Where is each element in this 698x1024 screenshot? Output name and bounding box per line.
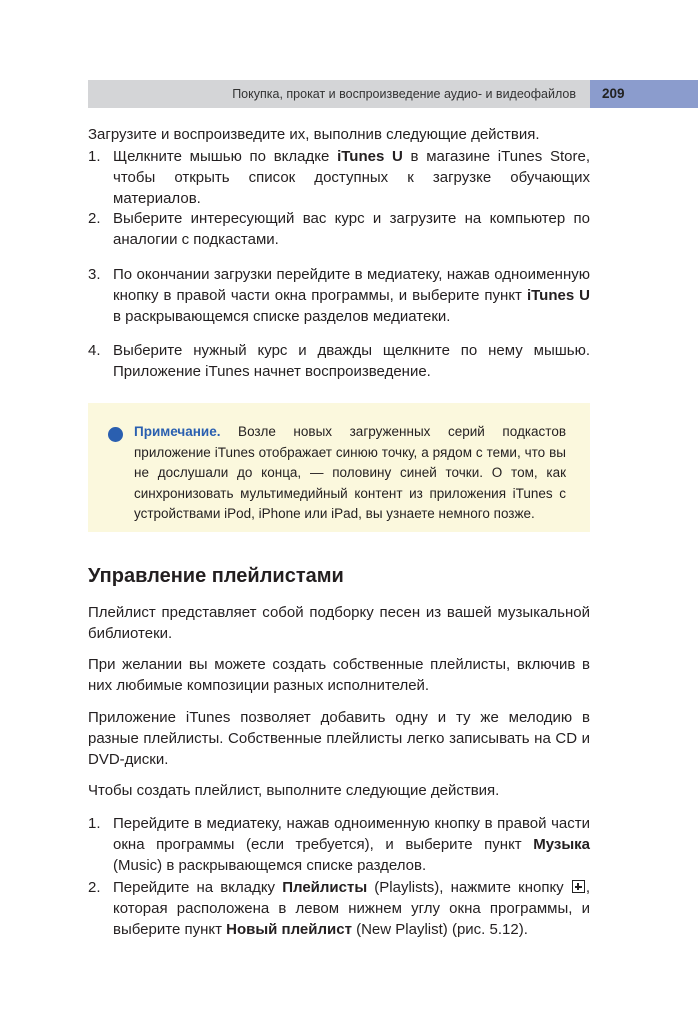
text: (New Playlist) (рис. 5.12). [351,921,528,938]
text: в магазине iTunes Store, чтобы открыть список доступных к загрузке обучающих материалов. [113,148,590,207]
list-item [88,146,590,209]
text: в раскрывающемся списке разделов медиатеки. [113,308,451,325]
item-number: 2. [88,879,101,896]
bold-term: Новый плейлист [226,921,352,938]
note-text: Возле новых загруженных серий подкастов приложение iTunes отображает синюю точку, а рядом с теми, что вы не дослушали до конца, — половину синей точки. О том, как синхронизовать мультимедийный контент из приложения iTunes с устройствами iPod, iPhone или iPad, вы узнаете немного позже. [134,424,566,521]
section-heading: Управление плейлистами [88,565,344,587]
item-number: 1. [88,815,101,832]
running-title: Покупка, прокат и воспроизведение аудио- и видеофайлов [232,87,576,101]
add-plus-icon [572,880,585,893]
item-number: 3. [88,266,101,283]
page-number: 209 [602,86,625,101]
text: Выберите нужный курс и дважды щелкните по нему мышью. Приложение iTunes начнет воспроизведение. [113,342,590,380]
text: Перейдите в медиатеку, нажав одноименную кнопку в правой части окна программы (если требуется), и выберите пункт [113,815,590,853]
item-number: 4. [88,342,101,359]
note-label: Примечание. [134,424,221,439]
blue-dot-icon [108,427,123,442]
text: Выберите интересующий вас курс и загрузите на компьютер по аналогии с подкастами. [113,210,590,248]
running-header [88,80,590,108]
list-item [88,264,590,327]
paragraph: Плейлист представляет собой подборку песен из вашей музыкальной библиотеки. [88,604,590,642]
paragraph: Приложение iTunes позволяет добавить одну и ту же мелодию в разные плейлисты. Собственные плейлисты легко записывать на CD и DVD-диски. [88,709,590,768]
text: По окончании загрузки перейдите в медиатеку, нажав одноименную кнопку в правой части окна программы, и выберите пункт [113,266,590,304]
item-number: 2. [88,210,101,227]
item-number: 1. [88,148,101,165]
text: , которая расположена в левом нижнем углу окна программы, и выберите пункт [113,879,590,938]
list-item [88,813,590,876]
paragraph: Чтобы создать плейлист, выполните следующие действия. [88,782,500,799]
text: (Playlists), нажмите кнопку [367,879,571,896]
list-item [88,340,590,382]
list-item [88,877,590,940]
bold-term: iTunes U [337,148,403,165]
bold-term: Плейлисты [282,879,368,896]
bold-term: iTunes U [526,287,590,304]
note-box [88,403,590,532]
paragraph: При желании вы можете создать собственные плейлисты, включив в них любимые композиции разных исполнителей. [88,656,590,694]
page-number-tab [590,80,698,108]
text: (Music) в раскрывающемся списке разделов. [113,857,427,874]
intro-paragraph: Загрузите и воспроизведите их, выполнив следующие действия. [88,126,540,143]
text: Перейдите на вкладку [113,879,283,896]
text: Щелкните мышью по вкладке [113,148,338,165]
bold-term: Музыка [533,836,590,853]
list-item [88,208,590,250]
